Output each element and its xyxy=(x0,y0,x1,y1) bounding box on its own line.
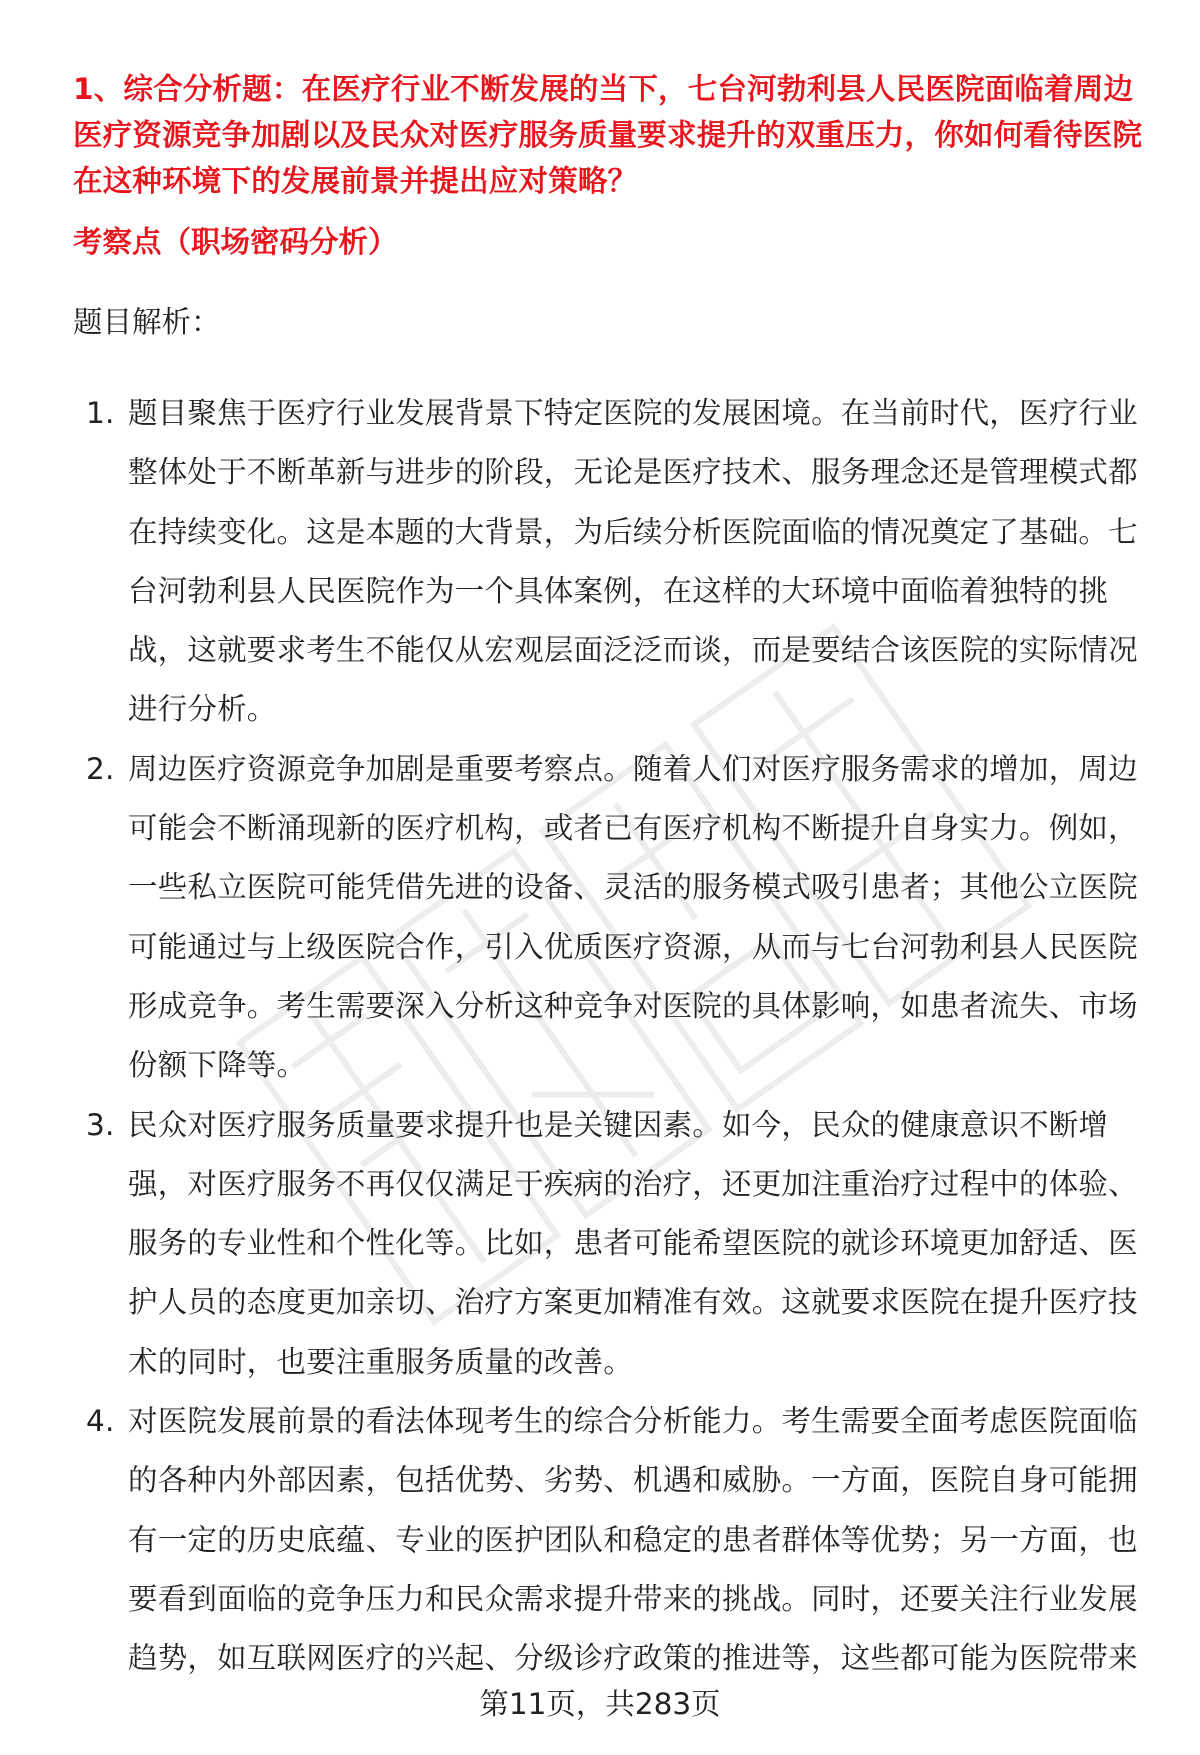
list-item-number: 3. xyxy=(86,1107,115,1142)
analysis-label: 题目解析： xyxy=(73,305,221,339)
list-item xyxy=(0,384,1143,740)
list-item-text: 民众对医疗服务质量要求提升也是关键因素。如今，民众的健康意识不断增强，对医疗服务不再仅仅满足于疾病的治疗，还更加注重治疗过程中的体验、服务的专业性和个性化等。比如，患者可能希望医院的就诊环境更加舒适、医护人员的态度更加亲切、治疗方案更加精准有效。这就要求医院在提升医疗技术的同时，也要注重服务质量的改善。 xyxy=(128,1107,1138,1379)
question-heading: 1、综合分析题：在医疗行业不断发展的当下，七台河勃利县人民医院面临着周边医疗资源竞争加剧以及民众对医疗服务质量要求提升的双重压力，你如何看待医院在这种环境下的发展前景并提出应对策略？ xyxy=(73,72,1143,198)
page-number: 第11页，共283页 xyxy=(479,1687,721,1721)
list-item-number: 2. xyxy=(86,751,115,786)
list-item-text: 对医院发展前景的看法体现考生的综合分析能力。考生需要全面考虑医院面临的各种内外部因素，包括优势、劣势、机遇和威胁。一方面，医院自身可能拥有一定的历史底蕴、专业的医护团队和稳定的患者群体等优势；另一方面，也要看到面临的竞争压力和民众需求提升带来的挑战。同时，还要关注行业发展趋势，如互联网医疗的兴起、分级诊疗政策的推进等，这些都可能为医院带来 xyxy=(128,1404,1138,1676)
list-item-number: 4. xyxy=(86,1404,115,1439)
list-item-text: 题目聚焦于医疗行业发展背景下特定医院的发展困境。在当前时代，医疗行业整体处于不断革新与进步的阶段，无论是医疗技术、服务理念还是管理模式都在持续变化。这是本题的大背景，为后续分析医院面临的情况奠定了基础。七台河勃利县人民医院作为一个具体案例，在这样的大环境中面临着独特的挑战，这就要求考生不能仅从宏观层面泛泛而谈，而是要结合该医院的实际情况进行分析。 xyxy=(128,396,1138,727)
list-item xyxy=(0,1392,1143,1688)
analysis-list xyxy=(0,384,1200,1689)
list-item-text: 周边医疗资源竞争加剧是重要考察点。随着人们对医疗服务需求的增加，周边可能会不断涌现新的医疗机构，或者已有医疗机构不断提升自身实力。例如，一些私立医院可能凭借先进的设备、灵活的服务模式吸引患者；其他公立医院可能通过与上级医院合作，引入优质医疗资源，从而与七台河勃利县人民医院形成竞争。考生需要深入分析这种竞争对医院的具体影响，如患者流失、市场份额下降等。 xyxy=(128,751,1138,1083)
list-item xyxy=(0,1096,1143,1392)
list-item xyxy=(0,740,1143,1096)
section-title: 考察点（职场密码分析） xyxy=(73,225,398,259)
list-item-number: 1. xyxy=(86,396,115,430)
